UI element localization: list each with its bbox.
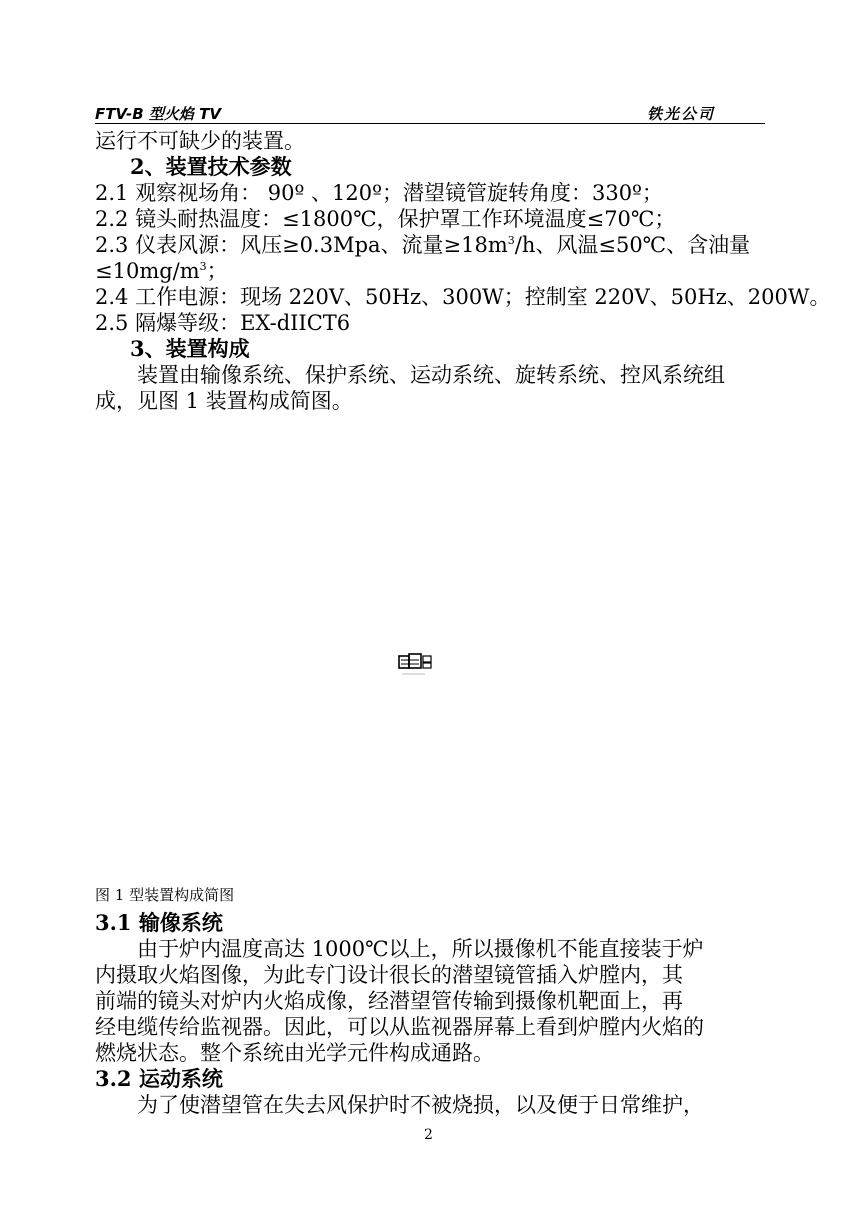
param-power-supply: 2.4 工作电源：现场 220V、50Hz、300W；控制室 220V、50Hz、200W。 (95, 285, 831, 309)
param-view-angle: 2.1 观察视场角： 90º 、120º；潜望镜管旋转角度：330º； (95, 181, 663, 205)
figure-caption: 图 1 型装置构成简图 (95, 886, 235, 904)
param-oil-content: ≤10mg/m (95, 259, 200, 283)
param-air-source-text-2: /h、风温≤50℃、含油量 (514, 233, 751, 257)
header-product-title: FTV-B 型火焰 TV (95, 105, 221, 123)
param-air-source-cont (95, 258, 228, 284)
paragraph-line: 运行不可缺少的装置。 (95, 129, 305, 153)
page-header (95, 101, 765, 124)
section-heading-motion: 3.2 运动系统 (95, 1066, 223, 1091)
paragraph-line: 经电缆传给监视器。因此，可以从监视器屏幕上看到炉膛内火焰的 (95, 1015, 704, 1039)
device-diagram-icon (397, 648, 437, 678)
param-explosion-grade: 2.5 隔爆等级：EX-dIICT6 (95, 311, 351, 335)
param-lens-temperature: 2.2 镜头耐热温度：≤1800℃，保护罩工作环境温度≤70℃； (95, 207, 676, 231)
paragraph-line: 燃烧状态。整个系统由光学元件构成通路。 (95, 1041, 494, 1065)
superscript: 3 (507, 234, 515, 247)
param-air-source (95, 232, 750, 258)
paragraph-line: 为了使潜望管在失去风保护时不被烧损，以及便于日常维护， (137, 1093, 704, 1117)
paragraph-line: 前端的镜头对炉内火焰成像，经潜望管传输到摄像机靶面上，再 (95, 989, 683, 1013)
superscript: 3 (199, 260, 207, 273)
paragraph-line: 成，见图 1 装置构成简图。 (95, 389, 353, 413)
paragraph-line: 内摄取火焰图像，为此专门设计很长的潜望镜管插入炉膛内，其 (95, 963, 683, 987)
param-air-source-text: 2.3 仪表风源：风压≥0.3Mpa、流量≥18m (95, 233, 508, 257)
paragraph-line: 由于炉内温度高达 1000℃以上，所以摄像机不能直接装于炉 (137, 937, 704, 961)
section-heading-imaging: 3.1 输像系统 (95, 910, 223, 935)
page-number: 2 (424, 1127, 433, 1143)
section-heading-parameters: 2、装置技术参数 (130, 154, 292, 179)
paragraph-line: 装置由输像系统、保护系统、运动系统、旋转系统、控风系统组 (137, 363, 725, 387)
figure-thumbnail (397, 648, 437, 678)
header-company-name: 铁光公司 (646, 105, 715, 123)
section-heading-composition: 3、装置构成 (130, 336, 250, 361)
punctuation: ； (206, 259, 228, 283)
